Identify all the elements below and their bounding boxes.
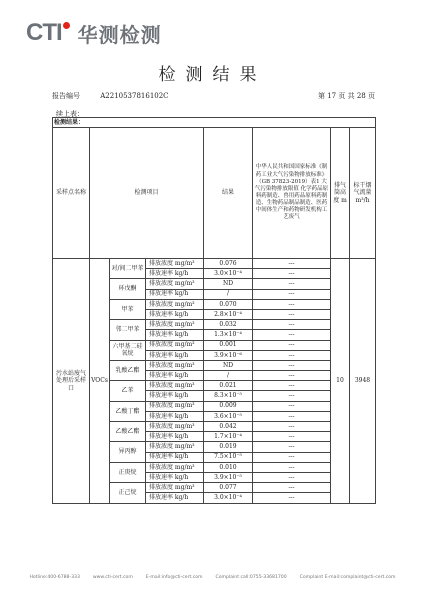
substance-name: 甲苯 — [110, 299, 146, 319]
emission-rate-label: 排放速率 kg/h — [146, 452, 204, 462]
footer-hotline: Hotline:400-6788-333 — [29, 575, 80, 580]
standard-limit: --- — [253, 269, 331, 279]
standard-limit: --- — [253, 401, 331, 411]
concentration-value: 0.042 — [204, 422, 253, 432]
substance-name: 六甲基二硅氧烷 — [110, 340, 146, 360]
emission-rate-value: 3.9×10⁻⁵ — [204, 472, 253, 482]
page-current: 17 — [327, 92, 337, 100]
page-mid: 页 共 — [338, 92, 355, 100]
standard-limit: --- — [253, 289, 331, 299]
table-row — [53, 259, 376, 269]
page-suffix: 页 — [368, 92, 375, 100]
col-header-standard: 中华人民共和国国家标准《制药工业大气污染物排放标准》（GB 37823-2019）表1 大气污染物排放限值 化学药品原料药制造、兽用药品原料药制造、生物药品制品制造、医药中间体生产和药物研发机构工艺废气 — [253, 128, 331, 259]
logo-text: CTI — [26, 19, 62, 46]
footer-web: www.cti-cert.com — [92, 575, 133, 580]
col-header-item: 检测项目 — [90, 128, 204, 259]
standard-limit: --- — [253, 422, 331, 432]
standard-limit: --- — [253, 371, 331, 381]
report-number: A2210537816102C — [100, 92, 169, 100]
emission-rate-value: 8.3×10⁻⁵ — [204, 391, 253, 401]
emission-rate-value: 1.7×10⁻⁴ — [204, 432, 253, 442]
concentration-label: 排放浓度 mg/m³ — [146, 299, 204, 309]
concentration-value: 0.010 — [204, 462, 253, 472]
voc-group-label: VOCs — [90, 259, 110, 504]
concentration-label: 排放浓度 mg/m³ — [146, 381, 204, 391]
emission-rate-label: 排放速率 kg/h — [146, 269, 204, 279]
standard-limit: --- — [253, 442, 331, 452]
standard-limit: --- — [253, 381, 331, 391]
emission-rate-value: 3.0×10⁻⁴ — [204, 493, 253, 503]
standard-limit: --- — [253, 432, 331, 442]
concentration-value: 0.001 — [204, 340, 253, 350]
flow-rate-value: 3948 — [350, 259, 376, 504]
concentration-value: 0.070 — [204, 299, 253, 309]
sampling-point-name: 污水站废气处理后采样口 — [53, 259, 90, 504]
col-header-height: 排气筒高度 m — [331, 128, 350, 259]
concentration-label: 排放浓度 mg/m³ — [146, 279, 204, 289]
col-header-flow: 标干烟气流量 m³/h — [350, 128, 376, 259]
stack-height-value: 10 — [331, 259, 350, 504]
emission-rate-label: 排放速率 kg/h — [146, 411, 204, 421]
standard-limit: --- — [253, 309, 331, 319]
concentration-value: 0.076 — [204, 259, 253, 269]
standard-limit: --- — [253, 411, 331, 421]
emission-rate-label: 排放速率 kg/h — [146, 493, 204, 503]
company-logo — [26, 20, 162, 46]
substance-name: 环戊酮 — [110, 279, 146, 299]
page-title: 检测结果 — [158, 65, 267, 85]
standard-limit: --- — [253, 299, 331, 309]
concentration-label: 排放浓度 mg/m³ — [146, 360, 204, 370]
concentration-label: 排放浓度 mg/m³ — [146, 401, 204, 411]
continued-label: 续上表： — [56, 110, 84, 118]
substance-name: 乙苯 — [110, 381, 146, 401]
report-number-label: 报告编号 — [52, 92, 80, 100]
col-header-result: 结果 — [204, 128, 253, 259]
standard-limit: --- — [253, 360, 331, 370]
concentration-value: ND — [204, 279, 253, 289]
emission-rate-label: 排放速率 kg/h — [146, 371, 204, 381]
concentration-value: 0.077 — [204, 483, 253, 493]
standard-limit: --- — [253, 259, 331, 269]
concentration-label: 排放浓度 mg/m³ — [146, 442, 204, 452]
substance-name: 对/间二甲苯 — [110, 259, 146, 279]
emission-rate-value: 3.9×10⁻⁶ — [204, 350, 253, 360]
substance-name: 邻二甲苯 — [110, 320, 146, 340]
concentration-value: 0.009 — [204, 401, 253, 411]
emission-rate-value: / — [204, 289, 253, 299]
logo-dot-icon — [63, 22, 70, 29]
emission-rate-label: 排放速率 kg/h — [146, 289, 204, 299]
col-header-point: 采样点名称 — [53, 128, 90, 259]
concentration-label: 排放浓度 mg/m³ — [146, 320, 204, 330]
emission-rate-value: 3.6×10⁻⁵ — [204, 411, 253, 421]
section-title: 检测结果： — [53, 118, 376, 128]
standard-limit: --- — [253, 493, 331, 503]
standard-limit: --- — [253, 452, 331, 462]
standard-limit: --- — [253, 350, 331, 360]
substance-name: 乙酸乙酯 — [110, 422, 146, 442]
standard-limit: --- — [253, 472, 331, 482]
standard-limit: --- — [253, 330, 331, 340]
substance-name: 正己烷 — [110, 483, 146, 503]
emission-rate-label: 排放速率 kg/h — [146, 309, 204, 319]
concentration-label: 排放浓度 mg/m³ — [146, 462, 204, 472]
substance-name: 乳酸乙酯 — [110, 360, 146, 380]
standard-limit: --- — [253, 483, 331, 493]
concentration-value: 0.032 — [204, 320, 253, 330]
footer-complaint-call: Complaint call:0755-33681700 — [215, 575, 287, 580]
page-prefix: 第 — [317, 92, 325, 100]
emission-rate-label: 排放速率 kg/h — [146, 350, 204, 360]
concentration-label: 排放浓度 mg/m³ — [146, 340, 204, 350]
emission-rate-value: 3.0×10⁻⁴ — [204, 269, 253, 279]
emission-rate-label: 排放速率 kg/h — [146, 432, 204, 442]
emission-rate-label: 排放速率 kg/h — [146, 472, 204, 482]
substance-name: 乙酸丁酯 — [110, 401, 146, 421]
standard-limit: --- — [253, 279, 331, 289]
footer — [0, 575, 425, 580]
standard-limit: --- — [253, 462, 331, 472]
concentration-value: 0.019 — [204, 442, 253, 452]
results-table — [52, 117, 376, 504]
emission-rate-label: 排放速率 kg/h — [146, 391, 204, 401]
concentration-value: ND — [204, 360, 253, 370]
concentration-label: 排放浓度 mg/m³ — [146, 259, 204, 269]
logo-chinese-name: 华测检测 — [77, 22, 162, 47]
page-total: 28 — [356, 92, 366, 100]
standard-limit: --- — [253, 391, 331, 401]
emission-rate-value: / — [204, 371, 253, 381]
footer-complaint-email: Complaint E-mail:complaint@cti-cert.com — [299, 575, 396, 580]
concentration-value: 0.021 — [204, 381, 253, 391]
substance-name: 正庚烷 — [110, 462, 146, 482]
concentration-label: 排放浓度 mg/m³ — [146, 483, 204, 493]
concentration-label: 排放浓度 mg/m³ — [146, 422, 204, 432]
report-number-line — [52, 91, 169, 101]
emission-rate-label: 排放速率 kg/h — [146, 330, 204, 340]
standard-limit: --- — [253, 320, 331, 330]
emission-rate-value: 2.8×10⁻⁴ — [204, 309, 253, 319]
footer-email: E-mail:info@cti-cert.com — [145, 575, 203, 580]
standard-limit: --- — [253, 340, 331, 350]
page-indicator — [318, 91, 375, 101]
emission-rate-value: 1.3×10⁻⁴ — [204, 330, 253, 340]
substance-name: 异丙醇 — [110, 442, 146, 462]
emission-rate-value: 7.5×10⁻⁵ — [204, 452, 253, 462]
